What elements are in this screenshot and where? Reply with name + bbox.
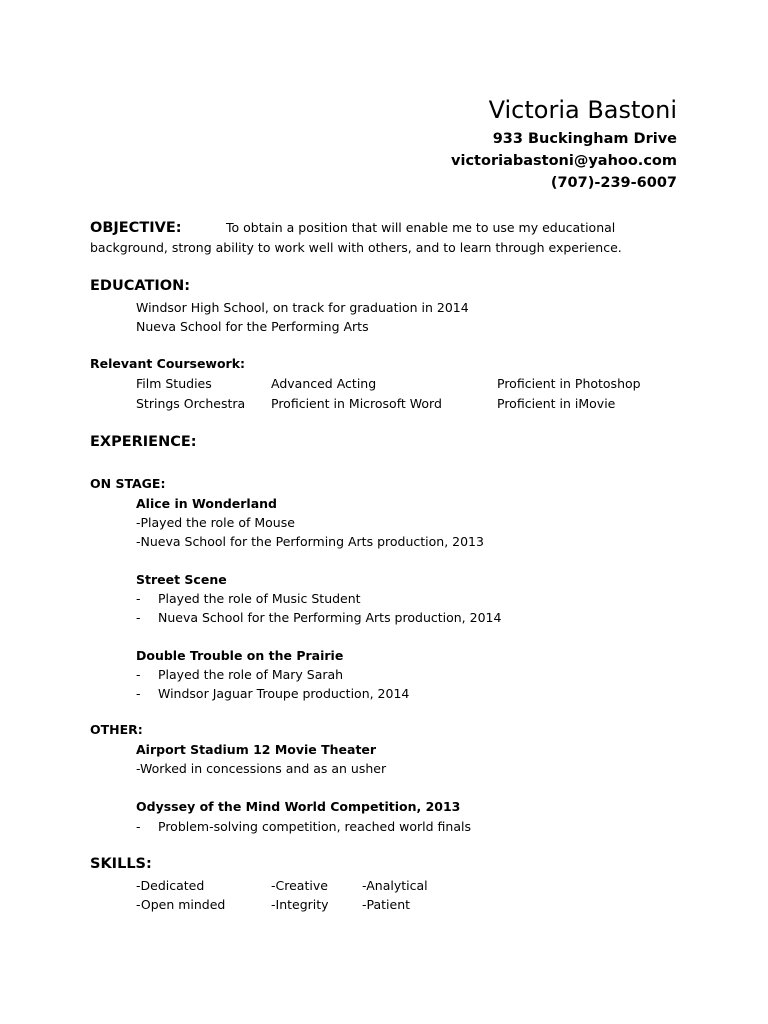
education-heading: EDUCATION: [90,278,190,294]
contact-email: victoriabastoni@yahoo.com [451,153,677,169]
role-title: Alice in Wonderland [136,496,278,511]
objective-section [90,218,690,258]
contact-phone: (707)-239-6007 [550,175,677,191]
course-item: Advanced Acting [271,376,377,391]
objective-text: To obtain a position that will enable me to use my educational background, strong ability to work well with others, and to learn through experience. [90,220,622,255]
skill-item: -Dedicated [136,878,205,893]
job-title: Odyssey of the Mind World Competition, 2013 [136,799,461,814]
experience-heading: EXPERIENCE: [90,434,197,450]
bullet-dash: - [136,667,141,682]
role-detail: - Played the role of Mary Sarah [136,667,344,682]
course-item: Proficient in Photoshop [497,376,641,391]
on-stage-heading: ON STAGE: [90,476,166,491]
job-detail: -Worked in concessions and as an usher [136,761,387,776]
role-title: Street Scene [136,572,227,587]
contact-address: 933 Buckingham Drive [492,131,677,147]
bullet-dash: - [136,610,141,625]
skills-heading: SKILLS: [90,856,152,872]
course-item: Proficient in Microsoft Word [271,396,442,411]
school-item: Windsor High School, on track for graduation in 2014 [136,300,469,315]
course-item: Proficient in iMovie [497,396,616,411]
role-detail: - Played the role of Music Student [136,591,361,606]
role-detail: -Played the role of Mouse [136,515,295,530]
skill-item: -Open minded [136,897,226,912]
role-detail: -Nueva School for the Performing Arts production, 2013 [136,534,484,549]
other-heading: OTHER: [90,722,143,737]
school-item: Nueva School for the Performing Arts [136,319,369,334]
skill-item: -Patient [362,897,411,912]
job-title: Airport Stadium 12 Movie Theater [136,742,377,757]
course-item: Film Studies [136,376,212,391]
bullet-dash: - [136,591,141,606]
role-detail: - Windsor Jaguar Troupe production, 2014 [136,686,410,701]
skill-item: -Integrity [271,897,329,912]
job-detail: - Problem-solving competition, reached world finals [136,819,471,834]
bullet-dash: - [136,819,141,834]
objective-heading: OBJECTIVE: [90,220,182,236]
bullet-dash: - [136,686,141,701]
course-item: Strings Orchestra [136,396,246,411]
skill-item: -Analytical [362,878,428,893]
resume-name: Victoria Bastoni [488,96,677,124]
role-detail: - Nueva School for the Performing Arts production, 2014 [136,610,502,625]
coursework-heading: Relevant Coursework: [90,356,246,371]
role-title: Double Trouble on the Prairie [136,648,344,663]
skill-item: -Creative [271,878,328,893]
